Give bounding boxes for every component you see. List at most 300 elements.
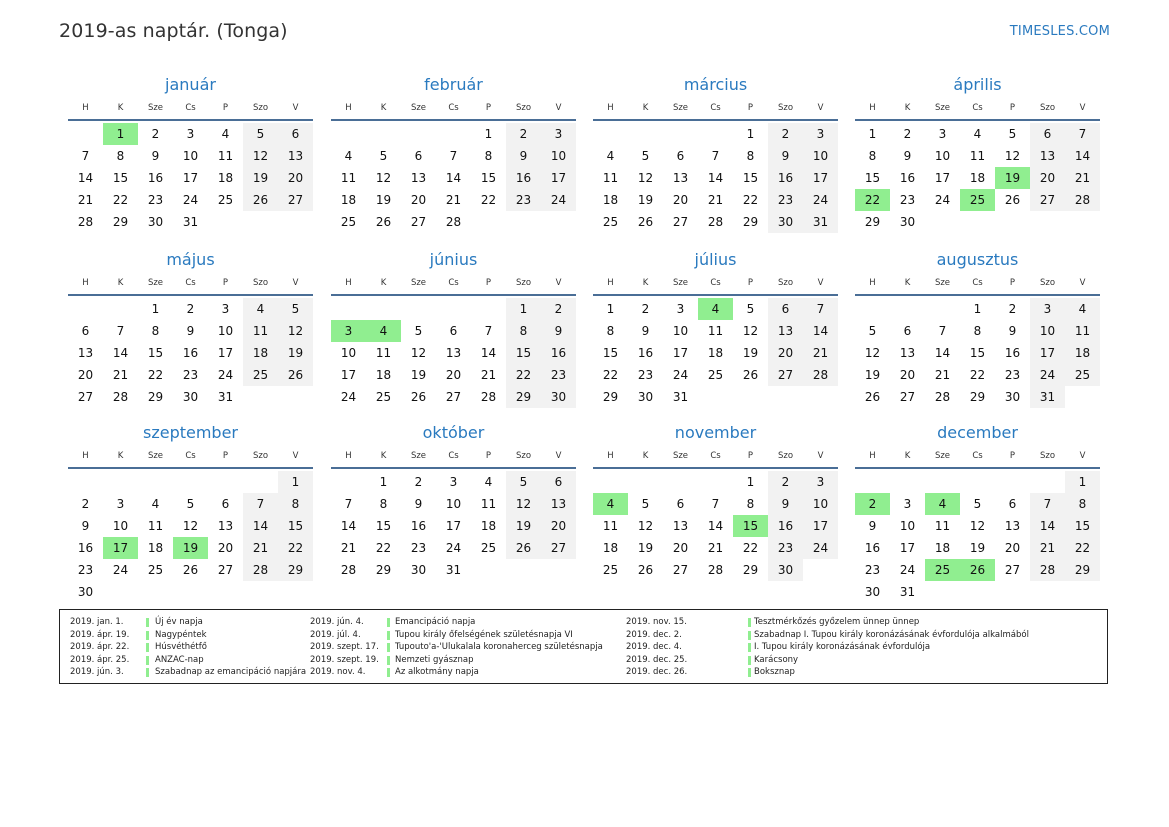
day-cell: 17 xyxy=(803,515,838,537)
empty-cell xyxy=(436,298,471,320)
day-cell: 15 xyxy=(147,346,164,360)
weekday-label: Sze xyxy=(672,451,689,461)
weekday-label: H xyxy=(82,103,89,113)
day-cell: 30 xyxy=(541,386,576,408)
day-cell: 27 xyxy=(768,364,803,386)
day-cell: 11 xyxy=(602,519,619,533)
holiday-day: 17 xyxy=(103,537,138,559)
day-cell: 11 xyxy=(707,324,724,338)
weekday-label: H xyxy=(345,103,352,113)
day-cell: 7 xyxy=(81,149,90,163)
day-cell: 25 xyxy=(1065,364,1100,386)
day-cell: 26 xyxy=(375,215,392,229)
day-cell: 30 xyxy=(864,585,881,599)
weekday-header xyxy=(68,272,313,296)
day-cell: 26 xyxy=(506,537,541,559)
day-cell: 7 xyxy=(711,497,720,511)
day-cell: 14 xyxy=(480,346,497,360)
holiday-day: 15 xyxy=(733,515,768,537)
weekday-label: P xyxy=(1009,278,1016,288)
day-cell: 27 xyxy=(1004,563,1021,577)
legend-date: 2019. dec. 2. xyxy=(626,629,682,640)
weekday-label: K xyxy=(642,278,649,288)
month-name: október xyxy=(422,423,485,442)
day-cell: 1 xyxy=(1065,471,1100,493)
day-cell: 18 xyxy=(375,368,392,382)
weekday-label: P xyxy=(485,451,492,461)
day-cell: 10 xyxy=(1030,320,1065,342)
weekday-label: Szo xyxy=(515,451,532,461)
brand-link[interactable]: TIMESLES.COM xyxy=(1009,24,1110,39)
day-cell: 24 xyxy=(934,193,951,207)
day-cell: 7 xyxy=(116,324,125,338)
month-10 xyxy=(331,421,576,581)
day-cell: 4 xyxy=(973,127,982,141)
weekday-label: P xyxy=(485,278,492,288)
weekday-label: V xyxy=(292,451,299,461)
day-cell: 1 xyxy=(379,475,388,489)
legend-date: 2019. ápr. 22. xyxy=(70,642,130,652)
day-cell: 24 xyxy=(1030,364,1065,386)
legend-date: 2019. jún. 3. xyxy=(70,667,124,677)
day-cell: 5 xyxy=(414,324,423,338)
weekday-label: H xyxy=(607,451,614,461)
legend-date: 2019. dec. 26. xyxy=(626,667,688,677)
day-cell: 14 xyxy=(243,515,278,537)
weekday-label: P xyxy=(747,103,754,113)
weekday-header xyxy=(593,445,838,469)
day-cell: 30 xyxy=(768,559,803,581)
day-cell: 10 xyxy=(112,519,129,533)
legend-date: 2019. szept. 17. xyxy=(310,642,379,652)
day-cell: 8 xyxy=(746,149,755,163)
day-cell: 3 xyxy=(903,497,912,511)
day-cell: 31 xyxy=(899,585,916,599)
day-cell: 9 xyxy=(506,145,541,167)
day-cell: 8 xyxy=(379,497,388,511)
empty-cell xyxy=(960,471,995,493)
empty-cell xyxy=(1030,471,1065,493)
day-cell: 18 xyxy=(602,541,619,555)
day-cell: 29 xyxy=(112,215,129,229)
day-cell: 25 xyxy=(480,541,497,555)
day-cell: 6 xyxy=(414,149,423,163)
day-cell: 10 xyxy=(541,145,576,167)
day-cell: 24 xyxy=(899,563,916,577)
day-cell: 19 xyxy=(969,541,986,555)
weekday-label: Sze xyxy=(672,103,689,113)
day-cell: 6 xyxy=(768,298,803,320)
weekday-label: Szo xyxy=(1039,103,1056,113)
day-cell: 15 xyxy=(480,171,497,185)
day-cell: 3 xyxy=(186,127,195,141)
weekday-header xyxy=(593,97,838,121)
day-cell: 21 xyxy=(340,541,357,555)
day-cell: 15 xyxy=(375,519,392,533)
day-cell: 11 xyxy=(217,149,234,163)
weekday-label: P xyxy=(222,103,229,113)
day-cell: 2 xyxy=(641,302,650,316)
day-cell: 26 xyxy=(410,390,427,404)
weekday-header xyxy=(68,97,313,121)
weekday-label: H xyxy=(82,278,89,288)
day-cell: 26 xyxy=(1004,193,1021,207)
day-cell: 10 xyxy=(803,145,838,167)
weekday-label: V xyxy=(1079,103,1086,113)
legend-color-bar xyxy=(146,618,149,627)
day-cell: 18 xyxy=(480,519,497,533)
day-cell: 7 xyxy=(938,324,947,338)
day-cell: 10 xyxy=(340,346,357,360)
day-cell: 4 xyxy=(484,475,493,489)
holiday-day: 19 xyxy=(995,167,1030,189)
legend-holiday-name: ANZAC-nap xyxy=(155,654,204,665)
day-cell: 14 xyxy=(112,346,129,360)
day-cell: 13 xyxy=(217,519,234,533)
month-8 xyxy=(855,248,1100,408)
day-cell: 8 xyxy=(1065,493,1100,515)
day-cell: 27 xyxy=(217,563,234,577)
weekday-label: V xyxy=(555,103,562,113)
day-cell: 29 xyxy=(147,390,164,404)
weekday-label: Sze xyxy=(147,103,164,113)
day-cell: 21 xyxy=(707,541,724,555)
day-cell: 29 xyxy=(742,563,759,577)
month-6 xyxy=(331,248,576,408)
day-cell: 2 xyxy=(414,475,423,489)
day-cell: 25 xyxy=(147,563,164,577)
day-cell: 31 xyxy=(445,563,462,577)
weekday-label: K xyxy=(117,451,124,461)
day-cell: 26 xyxy=(278,364,313,386)
day-grid xyxy=(68,471,313,603)
day-cell: 27 xyxy=(899,390,916,404)
day-cell: 28 xyxy=(77,215,94,229)
day-cell: 21 xyxy=(1030,537,1065,559)
day-cell: 20 xyxy=(278,167,313,189)
month-name: június xyxy=(429,250,478,269)
day-cell: 4 xyxy=(606,149,615,163)
weekday-label: Sze xyxy=(147,451,164,461)
day-cell: 23 xyxy=(77,563,94,577)
legend-color-bar xyxy=(748,656,751,665)
day-cell: 24 xyxy=(340,390,357,404)
day-cell: 23 xyxy=(768,537,803,559)
day-cell: 28 xyxy=(112,390,129,404)
day-cell: 17 xyxy=(1030,342,1065,364)
day-cell: 14 xyxy=(445,171,462,185)
empty-cell xyxy=(593,471,628,493)
day-cell: 12 xyxy=(278,320,313,342)
day-cell: 1 xyxy=(151,302,160,316)
legend-holiday-name: I. Tupou király koronázásának évfordulója xyxy=(754,642,931,652)
day-cell: 8 xyxy=(116,149,125,163)
day-cell: 6 xyxy=(903,324,912,338)
day-cell: 21 xyxy=(77,193,94,207)
day-cell: 1 xyxy=(973,302,982,316)
day-cell: 21 xyxy=(243,537,278,559)
day-cell: 26 xyxy=(637,215,654,229)
day-cell: 20 xyxy=(217,541,234,555)
weekday-label: P xyxy=(747,278,754,288)
legend-color-bar xyxy=(387,643,390,652)
day-cell: 6 xyxy=(1008,497,1017,511)
day-cell: 7 xyxy=(1030,493,1065,515)
day-cell: 16 xyxy=(637,346,654,360)
empty-cell xyxy=(663,471,698,493)
day-cell: 23 xyxy=(899,193,916,207)
day-cell: 13 xyxy=(278,145,313,167)
day-cell: 11 xyxy=(340,171,357,185)
day-cell: 17 xyxy=(803,167,838,189)
day-cell: 6 xyxy=(81,324,90,338)
day-cell: 22 xyxy=(112,193,129,207)
day-cell: 19 xyxy=(243,167,278,189)
day-grid xyxy=(331,471,576,581)
day-cell: 17 xyxy=(672,346,689,360)
day-cell: 21 xyxy=(934,368,951,382)
month-11 xyxy=(593,421,838,581)
day-cell: 6 xyxy=(278,123,313,145)
weekday-label: Cs xyxy=(185,103,196,113)
day-cell: 24 xyxy=(445,541,462,555)
day-cell: 29 xyxy=(506,386,541,408)
weekday-label: Cs xyxy=(710,103,721,113)
legend-color-bar xyxy=(146,656,149,665)
day-cell: 20 xyxy=(77,368,94,382)
day-cell: 9 xyxy=(903,149,912,163)
weekday-label: V xyxy=(1079,278,1086,288)
weekday-label: Cs xyxy=(185,278,196,288)
empty-cell xyxy=(663,123,698,145)
month-name: november xyxy=(674,423,757,442)
day-cell: 1 xyxy=(746,475,755,489)
day-cell: 5 xyxy=(1008,127,1017,141)
weekday-header xyxy=(593,272,838,296)
day-cell: 21 xyxy=(445,193,462,207)
empty-cell xyxy=(331,123,366,145)
month-2 xyxy=(331,73,576,233)
day-cell: 24 xyxy=(541,189,576,211)
day-cell: 2 xyxy=(903,127,912,141)
legend-date: 2019. szept. 19. xyxy=(310,654,379,665)
holiday-day: 26 xyxy=(960,559,995,581)
day-cell: 12 xyxy=(375,171,392,185)
day-cell: 3 xyxy=(676,302,685,316)
day-cell: 17 xyxy=(541,167,576,189)
day-cell: 12 xyxy=(637,519,654,533)
empty-cell xyxy=(890,471,925,493)
weekday-label: K xyxy=(380,103,387,113)
day-cell: 30 xyxy=(147,215,164,229)
day-cell: 11 xyxy=(147,519,164,533)
legend-date: 2019. júl. 4. xyxy=(310,629,361,640)
day-cell: 28 xyxy=(480,390,497,404)
legend-date: 2019. nov. 15. xyxy=(626,617,687,627)
legend-holiday-name: Új év napja xyxy=(155,617,203,627)
day-cell: 30 xyxy=(768,211,803,233)
day-cell: 3 xyxy=(1030,298,1065,320)
day-cell: 19 xyxy=(375,193,392,207)
empty-cell xyxy=(401,123,436,145)
day-cell: 1 xyxy=(868,127,877,141)
weekday-label: K xyxy=(380,451,387,461)
day-cell: 23 xyxy=(864,563,881,577)
day-cell: 19 xyxy=(506,515,541,537)
day-cell: 8 xyxy=(506,320,541,342)
day-cell: 9 xyxy=(768,145,803,167)
day-cell: 27 xyxy=(672,215,689,229)
day-cell: 7 xyxy=(803,298,838,320)
day-cell: 23 xyxy=(182,368,199,382)
weekday-label: K xyxy=(117,278,124,288)
weekday-label: K xyxy=(642,103,649,113)
day-cell: 2 xyxy=(186,302,195,316)
day-cell: 13 xyxy=(410,171,427,185)
day-cell: 20 xyxy=(672,541,689,555)
day-cell: 2 xyxy=(151,127,160,141)
day-cell: 13 xyxy=(1030,145,1065,167)
day-cell: 24 xyxy=(112,563,129,577)
holiday-day: 3 xyxy=(331,320,366,342)
legend-color-bar xyxy=(387,668,390,677)
day-cell: 15 xyxy=(112,171,129,185)
legend-holiday-name: Karácsony xyxy=(754,654,799,665)
month-name: május xyxy=(166,250,215,269)
day-cell: 2 xyxy=(1008,302,1017,316)
day-cell: 29 xyxy=(375,563,392,577)
day-cell: 5 xyxy=(278,298,313,320)
empty-cell xyxy=(366,123,401,145)
day-cell: 22 xyxy=(602,368,619,382)
day-cell: 2 xyxy=(768,471,803,493)
day-cell: 5 xyxy=(186,497,195,511)
holiday-day: 4 xyxy=(698,298,733,320)
weekday-label: Cs xyxy=(972,451,983,461)
day-cell: 5 xyxy=(641,497,650,511)
day-cell: 16 xyxy=(182,346,199,360)
day-cell: 8 xyxy=(151,324,160,338)
day-cell: 21 xyxy=(112,368,129,382)
day-cell: 16 xyxy=(541,342,576,364)
weekday-label: Szo xyxy=(252,103,269,113)
weekday-label: P xyxy=(747,451,754,461)
weekday-label: K xyxy=(117,103,124,113)
legend-holiday-name: Boksznap xyxy=(754,667,795,677)
empty-cell xyxy=(698,471,733,493)
empty-cell xyxy=(436,123,471,145)
day-cell: 30 xyxy=(1004,390,1021,404)
weekday-label: Cs xyxy=(448,278,459,288)
day-cell: 14 xyxy=(707,171,724,185)
holiday-day: 4 xyxy=(925,493,960,515)
day-cell: 22 xyxy=(480,193,497,207)
day-cell: 26 xyxy=(637,563,654,577)
day-cell: 1 xyxy=(746,127,755,141)
day-cell: 5 xyxy=(506,471,541,493)
day-cell: 3 xyxy=(541,123,576,145)
day-cell: 20 xyxy=(1030,167,1065,189)
day-cell: 31 xyxy=(672,390,689,404)
day-cell: 13 xyxy=(1004,519,1021,533)
day-cell: 16 xyxy=(768,515,803,537)
empty-cell xyxy=(331,471,366,493)
legend-color-bar xyxy=(146,631,149,640)
legend-color-bar xyxy=(748,668,751,677)
legend-date: 2019. jan. 1. xyxy=(70,617,124,627)
weekday-label: P xyxy=(485,103,492,113)
day-cell: 18 xyxy=(969,171,986,185)
day-cell: 12 xyxy=(864,346,881,360)
weekday-label: Sze xyxy=(147,278,164,288)
day-cell: 30 xyxy=(637,390,654,404)
legend-holiday-name: Húsvéthétfő xyxy=(155,642,207,652)
weekday-label: K xyxy=(904,278,911,288)
day-cell: 26 xyxy=(243,189,278,211)
day-cell: 4 xyxy=(243,298,278,320)
legend-holiday-name: Szabadnap I. Tupou király koronázásának évfordulója alkalmából xyxy=(754,629,1029,640)
day-grid xyxy=(68,298,313,408)
weekday-label: Szo xyxy=(1039,451,1056,461)
legend-holiday-name: Nemzeti gyásznap xyxy=(395,654,474,665)
day-cell: 13 xyxy=(672,171,689,185)
month-9 xyxy=(68,421,313,603)
legend-color-bar xyxy=(146,643,149,652)
weekday-label: H xyxy=(869,278,876,288)
day-cell: 24 xyxy=(182,193,199,207)
weekday-label: V xyxy=(555,278,562,288)
day-cell: 8 xyxy=(973,324,982,338)
day-grid xyxy=(855,123,1100,233)
day-cell: 31 xyxy=(217,390,234,404)
weekday-label: Sze xyxy=(410,451,427,461)
day-cell: 22 xyxy=(147,368,164,382)
day-cell: 14 xyxy=(803,320,838,342)
empty-cell xyxy=(366,298,401,320)
day-cell: 8 xyxy=(868,149,877,163)
day-cell: 13 xyxy=(768,320,803,342)
holiday-day: 19 xyxy=(173,537,208,559)
day-cell: 1 xyxy=(484,127,493,141)
day-cell: 18 xyxy=(602,193,619,207)
day-cell: 9 xyxy=(186,324,195,338)
legend-color-bar xyxy=(387,631,390,640)
empty-cell xyxy=(243,471,278,493)
day-cell: 25 xyxy=(375,390,392,404)
month-name: augusztus xyxy=(936,250,1019,269)
day-cell: 7 xyxy=(711,149,720,163)
day-cell: 9 xyxy=(81,519,90,533)
day-grid xyxy=(593,298,838,408)
weekday-label: Cs xyxy=(448,103,459,113)
day-cell: 13 xyxy=(541,493,576,515)
empty-cell xyxy=(208,471,243,493)
day-cell: 12 xyxy=(637,171,654,185)
legend-holiday-name: Tupou király őfelségének születésnapja VI xyxy=(395,629,573,640)
legend-color-bar xyxy=(748,631,751,640)
empty-cell xyxy=(593,123,628,145)
weekday-label: V xyxy=(817,278,824,288)
day-cell: 18 xyxy=(1065,342,1100,364)
day-grid xyxy=(593,123,838,233)
day-cell: 2 xyxy=(81,497,90,511)
weekday-label: Cs xyxy=(448,451,459,461)
month-4 xyxy=(855,73,1100,233)
day-cell: 6 xyxy=(1030,123,1065,145)
day-cell: 3 xyxy=(116,497,125,511)
day-cell: 18 xyxy=(340,193,357,207)
weekday-label: Sze xyxy=(934,278,951,288)
